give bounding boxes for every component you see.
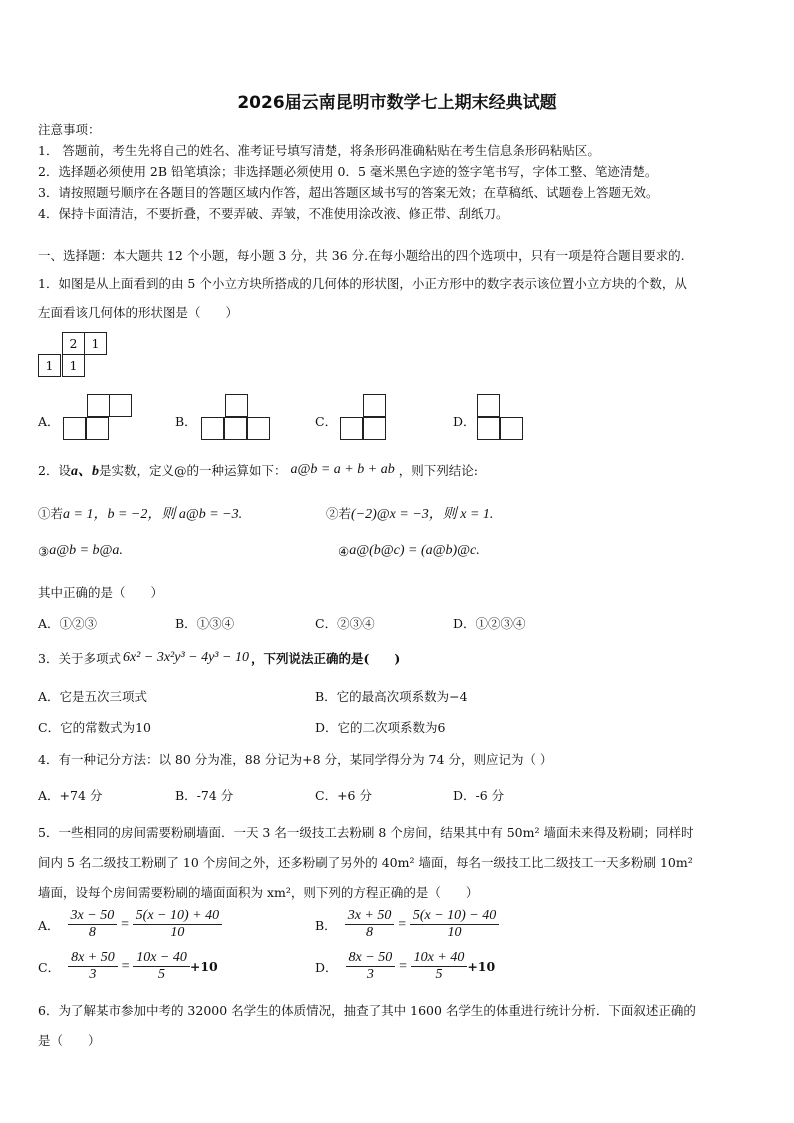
q5-stem-cont: 间内 5 名二级技工粉刷了 10 个房间之外，还多粉刷了另外的 40m² 墙面，每名一级技工比二级技工一天多粉刷 10m² [38,855,693,870]
q3-option-c[interactable]: C．它的常数式为10 [38,720,151,735]
q2-option-b[interactable]: B．①③④ [175,616,235,631]
q1-top-view-grid [38,332,113,380]
notice-item: 4．保持卡面清洁，不要折叠，不要弄破、弄皱，不准使用涂改液、修正带、刮纸刀。 [38,206,509,221]
notice-item: 2．选择题必须使用 2B 铅笔填涂；非选择题必须使用 0．5 毫米黑色字迹的签字笔书写，字体工整、笔迹清楚。 [38,164,658,179]
q4-option-d[interactable]: D．-6 分 [453,788,505,803]
q2-stem: 2．设 a、b 是实数，定义@的一种运算如下： a@b = a + b + ab ，则下列结论: [38,462,478,479]
q6-stem: 6．为了解某市参加中考的 32000 名学生的体质情况，抽查了其中 1600 名学生的体重进行统计分析．下面叙述正确的 [38,1003,696,1018]
q2-option-c[interactable]: C．②③④ [315,616,375,631]
q4-stem: 4．有一种记分方法：以 80 分为准，88 分记为+8 分，某同学得分为 74 分，则应记为（ ） [38,752,553,767]
q1-option-d-label[interactable]: D． [453,414,476,429]
q3-option-d[interactable]: D．它的二次项系数为6 [315,720,446,735]
q2-statement-4: ④ a@(b@c) = (a@b)@c. [338,543,480,559]
q5-option-a[interactable]: A． $\frac{3x - 50}{8}$ = $\frac{5(x - 10) + 40}{10}$ [38,908,222,941]
q1-stem: 1．如图是从上面看到的由 5 个小立方块所搭成的几何体的形状图，小正方形中的数字表示该位置小立方块的个数，从 [38,276,687,291]
grid-cell: 1 [62,354,85,377]
q5-option-b[interactable]: B． $\frac{3x + 50}{8}$ = $\frac{5(x - 10) - 40}{10}$ [315,908,499,941]
q2-definition: a@b = a + b + ab [290,462,395,477]
q2-statement-2: ②若 (−2)@x = −3，则 x = 1. [326,506,494,522]
notice-item: 3．请按照题号顺序在各题目的答题区域内作答，超出答题区域书写的答案无效；在草稿纸、试题卷上答题无效。 [38,185,659,200]
q2-statement-3: ③ a@b = b@a. [38,543,123,559]
q4-option-b[interactable]: B．-74 分 [175,788,234,803]
grid-cell: 1 [84,332,107,355]
q1-option-b-label[interactable]: B． [175,414,197,429]
q1-option-a-figure [63,394,135,441]
q5-option-d[interactable]: D． $\frac{8x - 50}{3}$ = $\frac{10x + 40}{5}$ +10 [315,950,496,982]
q3-stem: 3．关于多项式 6x² − 3x²y³ − 4y³ − 10 ，下列说法正确的是( ) [38,650,401,666]
q5-stem-cont: 墙面，设每个房间需要粉刷的墙面面积为 xm²，则下列的方程正确的是（ ） [38,885,479,900]
q1-stem-cont: 左面看该几何体的形状图是（ ） [38,305,239,320]
q1-option-a-label[interactable]: A． [38,414,60,429]
q3-option-b[interactable]: B．它的最高次项系数为−4 [315,689,468,704]
q4-option-a[interactable]: A．+74 分 [38,788,103,803]
q2-statement-1: ①若 a = 1，b = −2，则 a@b = −3. [38,506,243,522]
grid-cell: 2 [62,332,85,355]
page-title: 2026届云南昆明市数学七上期末经典试题 [237,93,557,113]
notice-item: 1． 答题前，考生先将自己的姓名、准考证号填写清楚，将条形码准确粘贴在考生信息条形码粘贴区。 [38,143,600,158]
q5-stem: 5．一些相同的房间需要粉刷墙面．一天 3 名一级技工去粉刷 8 个房间，结果其中有 50m² 墙面未来得及粉刷；同样时 [38,825,694,840]
q1-option-b-figure [201,394,273,441]
q2-ask: 其中正确的是（ ） [38,585,164,600]
q4-option-c[interactable]: C．+6 分 [315,788,372,803]
q1-option-c-label[interactable]: C． [315,414,338,429]
q2-option-a[interactable]: A．①②③ [38,616,98,631]
q5-option-c[interactable]: C． $\frac{8x + 50}{3}$ = $\frac{10x - 40}{5}$ +10 [38,950,218,982]
section-heading: 一、选择题：本大题共 12 个小题，每小题 3 分，共 36 分.在每小题给出的四个选项中，只有一项是符合题目要求的. [38,248,685,263]
grid-cell: 1 [38,354,61,377]
q3-option-a[interactable]: A．它是五次三项式 [38,689,148,704]
q1-option-d-figure [477,394,525,441]
q1-option-c-figure [340,394,388,441]
q2-option-d[interactable]: D．①②③④ [453,616,526,631]
q3-polynomial: 6x² − 3x²y³ − 4y³ − 10 [122,650,249,665]
notice-heading: 注意事项： [38,122,101,137]
q6-stem-cont: 是（ ） [38,1033,101,1048]
